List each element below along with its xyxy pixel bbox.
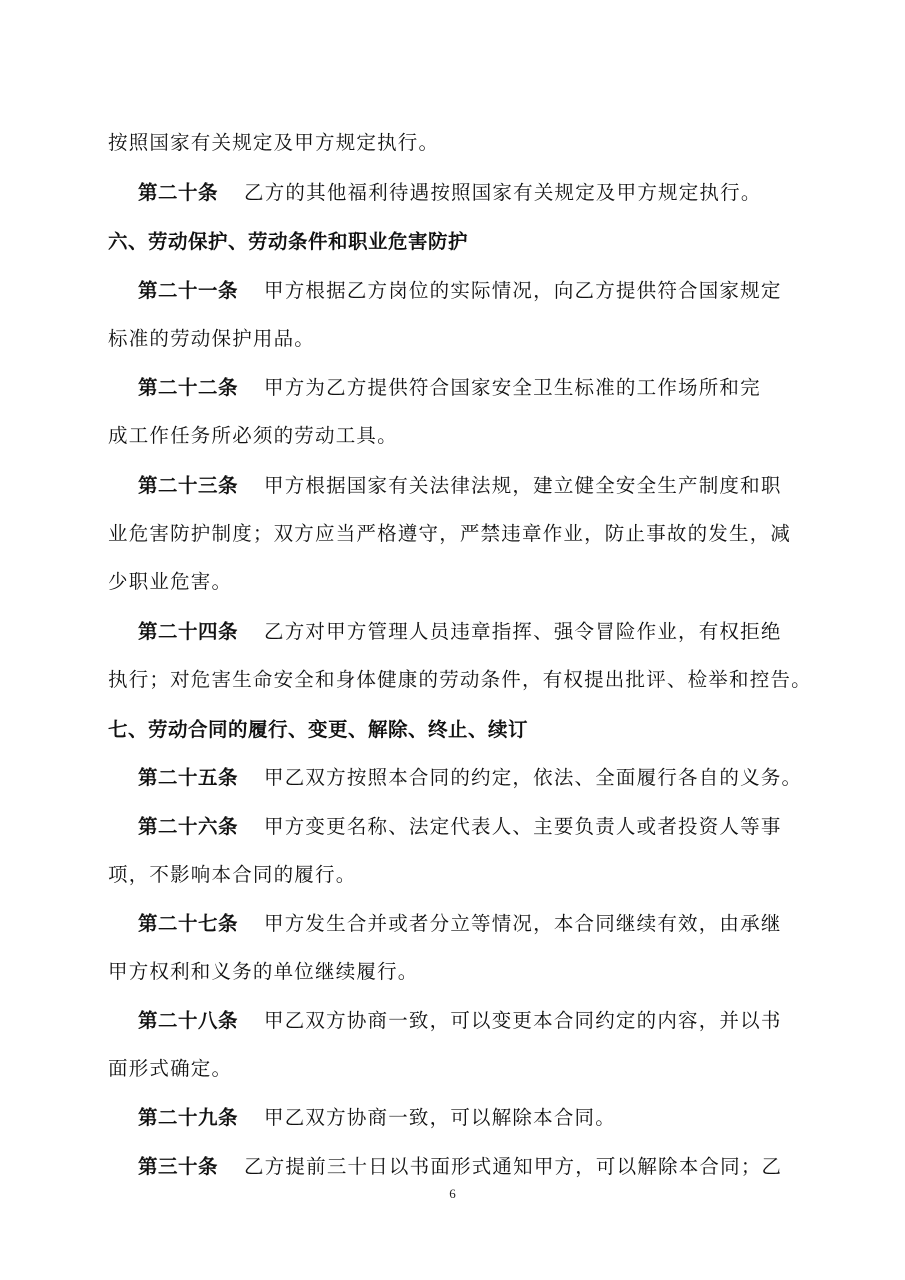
paragraph-line: [108, 131, 439, 155]
line-text: 甲方变更名称、法定代表人、主要负责人或者投资人等事: [264, 815, 782, 838]
line-text: 标准的劳动保护用品。: [108, 327, 316, 350]
line-text: 乙方的其他福利待遇按照国家有关规定及甲方规定执行。: [244, 181, 762, 204]
article-number: 第二十三条: [138, 474, 239, 497]
article-line: [138, 1155, 782, 1179]
paragraph-line: [108, 522, 791, 546]
line-text: 甲方根据乙方岗位的实际情况，向乙方提供符合国家规定: [264, 279, 782, 302]
article-number: 第二十一条: [138, 279, 239, 302]
line-text: 成工作任务所必须的劳动工具。: [108, 424, 398, 447]
line-text: 乙方对甲方管理人员违章指挥、强令冒险作业，有权拒绝: [264, 620, 782, 643]
article-line: [138, 1106, 616, 1130]
line-text: 甲方权利和义务的单位继续履行。: [108, 960, 419, 983]
line-text: 执行；对危害生命安全和身体健康的劳动条件，有权提出批评、检举和控告。: [108, 668, 812, 691]
article-line: [138, 279, 782, 303]
article-number: 第二十四条: [138, 620, 239, 643]
page-number: 6: [449, 1186, 456, 1201]
paragraph-line: [108, 327, 315, 351]
article-line: [138, 181, 762, 205]
line-text: 甲乙双方按照本合同的约定，依法、全面履行各自的义务。: [264, 766, 803, 789]
article-line: [138, 815, 782, 839]
line-text: 业危害防护制度；双方应当严格遵守，严禁违章作业，防止事故的发生，减: [108, 522, 792, 545]
line-text: 甲方根据国家有关法律法规，建立健全安全生产制度和职: [264, 474, 782, 497]
article-number: 第二十条: [138, 181, 219, 204]
heading-text: 六、劳动保护、劳动条件和职业危害防护: [108, 230, 469, 253]
article-number: 第三十条: [138, 1155, 219, 1178]
line-text: 甲方发生合并或者分立等情况，本合同继续有效，由承继: [264, 912, 782, 935]
line-text: 甲乙双方协商一致，可以变更本合同约定的内容，并以书: [264, 1009, 782, 1032]
heading-text: 七、劳动合同的履行、变更、解除、终止、续订: [108, 718, 529, 741]
article-number: 第二十二条: [138, 376, 239, 399]
paragraph-line: [108, 1057, 232, 1081]
line-text: 少职业危害。: [108, 570, 233, 593]
article-number: 第二十七条: [138, 912, 239, 935]
paragraph-line: [108, 960, 419, 984]
article-line: [138, 376, 761, 400]
line-text: 乙方提前三十日以书面形式通知甲方，可以解除本合同；乙: [244, 1155, 783, 1178]
article-line: [138, 474, 782, 498]
section-heading: [108, 718, 528, 742]
paragraph-line: [108, 424, 398, 448]
paragraph-line: [108, 570, 232, 594]
article-line: [138, 766, 802, 790]
line-text: 项，不影响本合同的履行。: [108, 863, 357, 886]
article-line: [138, 620, 782, 644]
paragraph-line: [108, 668, 812, 692]
article-number: 第二十八条: [138, 1009, 239, 1032]
section-heading: [108, 230, 468, 254]
line-text: 按照国家有关规定及甲方规定执行。: [108, 131, 440, 154]
line-text: 面形式确定。: [108, 1057, 233, 1080]
article-line: [138, 912, 782, 936]
article-line: [138, 1009, 782, 1033]
article-number: 第二十五条: [138, 766, 239, 789]
line-text: 甲方为乙方提供符合国家安全卫生标准的工作场所和完: [264, 376, 761, 399]
line-text: 甲乙双方协商一致，可以解除本合同。: [264, 1106, 616, 1129]
article-number: 第二十九条: [138, 1106, 239, 1129]
paragraph-line: [108, 863, 356, 887]
article-number: 第二十六条: [138, 815, 239, 838]
